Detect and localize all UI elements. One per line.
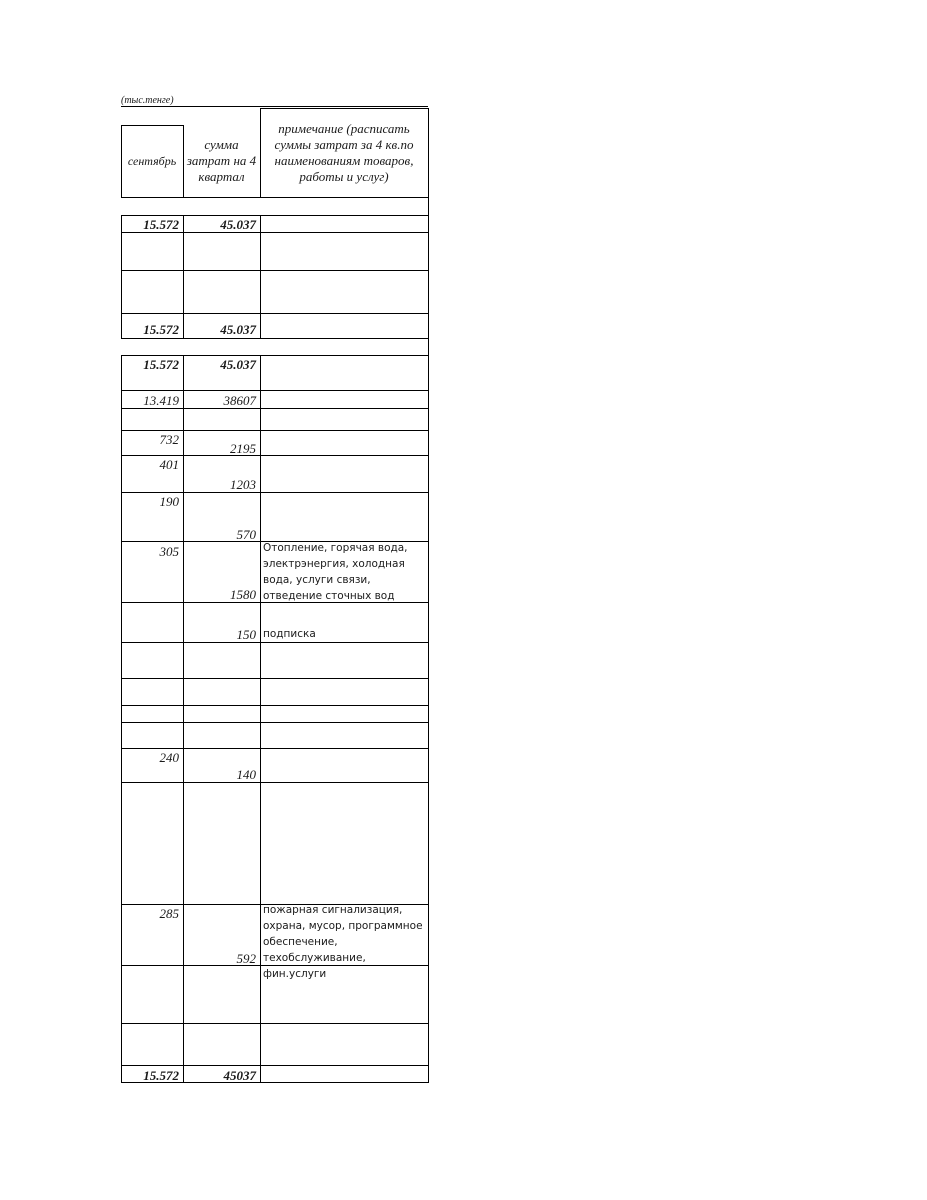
cell-q4-row1: 45.037 — [220, 217, 256, 232]
grid-vline — [428, 215, 429, 338]
grid-hline — [121, 705, 429, 706]
grid-vline — [428, 355, 429, 1082]
grid-hline — [121, 355, 429, 356]
cell-q4-row11: 592 — [236, 951, 256, 966]
grid-hline — [121, 270, 429, 271]
cell-q4-row7: 570 — [236, 527, 256, 542]
units-label: (тыс.тенге) — [121, 95, 174, 106]
cell-sep-row3: 15.572 — [143, 357, 179, 372]
grid-hline — [121, 642, 429, 643]
cell-note-row11: пожарная сигнализация, охрана, мусор, программное обеспечение, техобслуживание, фин.услуги — [263, 904, 423, 980]
header-september: сентябрь — [127, 154, 177, 168]
grid-vline — [183, 215, 184, 338]
cell-q4-row3: 45.037 — [220, 357, 256, 372]
cell-sep-row1: 15.572 — [143, 217, 179, 232]
grid-hline — [121, 430, 429, 431]
cell-q4-total: 45037 — [223, 1068, 256, 1083]
grid-vline — [183, 355, 184, 1082]
grid-hline — [121, 215, 429, 216]
grid-hline — [121, 1023, 429, 1024]
units-underline — [121, 106, 428, 107]
cell-sep-row8: 305 — [159, 544, 179, 559]
grid-hline — [121, 748, 429, 749]
header-note: примечание (расписать суммы затрат за 4 кв.по наименованиям товаров, работы и услуг) — [274, 120, 414, 184]
grid-hline — [121, 390, 429, 391]
cell-q4-row10: 140 — [236, 767, 256, 782]
grid-hline — [121, 492, 429, 493]
cell-q4-row5: 2195 — [230, 441, 256, 456]
grid-hline — [121, 313, 429, 314]
header-q4-sum: сумма затрат на 4 квартал — [186, 137, 257, 184]
cell-sep-row6: 401 — [159, 457, 179, 472]
grid-hline — [121, 678, 429, 679]
grid-vline — [260, 355, 261, 1082]
grid-hline — [121, 408, 429, 409]
cell-q4-row4: 38607 — [223, 393, 256, 408]
grid-hline — [121, 1065, 429, 1066]
grid-hline — [121, 782, 429, 783]
grid-hline — [121, 722, 429, 723]
grid-hline — [121, 197, 429, 198]
grid-hline — [121, 232, 429, 233]
grid-hline — [121, 455, 429, 456]
cell-q4-row6: 1203 — [230, 477, 256, 492]
grid-vline — [121, 215, 122, 338]
cell-sep-row11: 285 — [159, 906, 179, 921]
cell-q4-row8: 1580 — [230, 587, 256, 602]
cell-sep-row4: 13.419 — [143, 393, 179, 408]
cell-sep-row10: 240 — [159, 750, 179, 765]
cell-q4-row9: 150 — [236, 627, 256, 642]
cell-note-row8: Отопление, горячая вода, электрэнергия, холодная вода, услуги связи, отведение сточных вод — [263, 542, 408, 602]
cell-sep-row2: 15.572 — [143, 322, 179, 337]
cell-q4-row2: 45.037 — [220, 322, 256, 337]
cell-sep-row5: 732 — [159, 432, 179, 447]
cell-note-row9: подписка — [263, 628, 316, 640]
grid-vline — [428, 108, 429, 215]
grid-vline — [260, 215, 261, 338]
grid-hline — [121, 338, 429, 339]
cell-sep-row7: 190 — [159, 494, 179, 509]
grid-vline — [428, 338, 429, 355]
cell-sep-total: 15.572 — [143, 1068, 179, 1083]
